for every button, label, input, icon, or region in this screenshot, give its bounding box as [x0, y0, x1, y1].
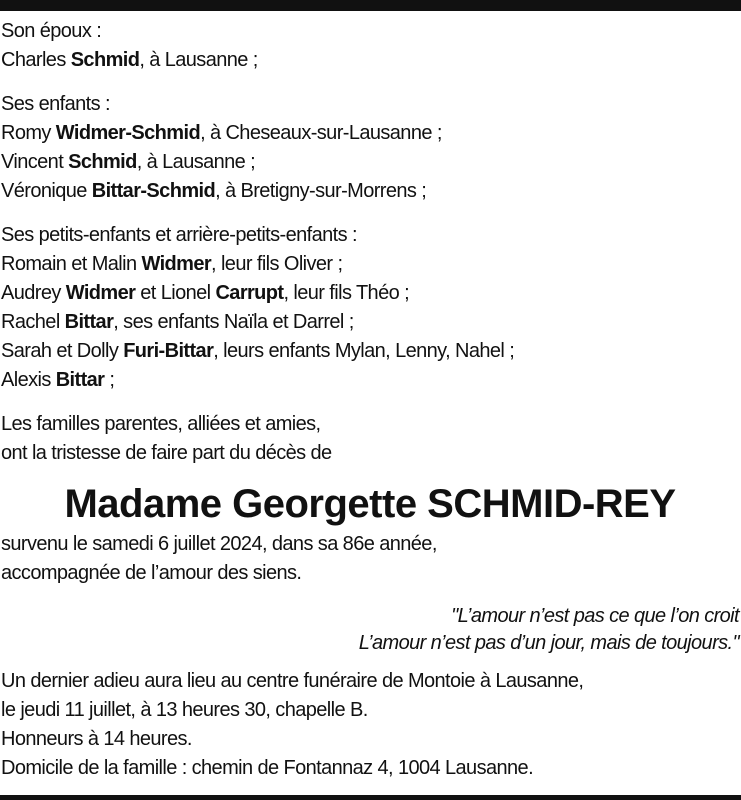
grandchildren-heading: Ses petits-enfants et arrière-petits-enfants :: [1, 224, 357, 246]
families-line-1: Les familles parentes, alliées et amies,: [1, 413, 321, 435]
last-name: Furi-Bittar: [123, 340, 214, 362]
last-name: Schmid: [70, 49, 140, 71]
first-name: Véronique: [1, 180, 92, 202]
death-line-2: accompagnée de l’amour des siens.: [1, 562, 302, 584]
location: , à Cheseaux-sur-Lausanne ;: [200, 122, 442, 144]
grandchild-line: [1, 250, 739, 279]
details: , leur fils Théo ;: [283, 282, 410, 304]
first-name: Romy: [1, 122, 56, 144]
details: , leurs enfants Mylan, Lenny, Nahel ;: [213, 340, 515, 362]
location: , à Lausanne ;: [139, 49, 258, 71]
partner-name: et Lionel: [135, 282, 216, 304]
grandchild-line: [1, 366, 739, 395]
child-line: [1, 119, 739, 148]
obituary-notice: [1, 17, 739, 783]
ceremony-line-4: Domicile de la famille : chemin de Fontannaz 4, 1004 Lausanne.: [1, 757, 534, 779]
first-name: Alexis: [1, 369, 56, 391]
last-name: Widmer: [65, 282, 136, 304]
grandchild-line: [1, 279, 739, 308]
deceased-name: Madame Georgette SCHMID-REY: [64, 482, 676, 526]
spouse-heading: Son époux :: [1, 20, 102, 42]
first-name: Charles: [1, 49, 71, 71]
spouse-line: [1, 46, 739, 75]
bottom-rule: [0, 795, 741, 800]
first-name: Romain et Malin: [1, 253, 142, 275]
details: , leur fils Oliver ;: [211, 253, 343, 275]
location: , à Lausanne ;: [136, 151, 256, 173]
first-name: Rachel: [1, 311, 65, 333]
details: ;: [104, 369, 115, 391]
grandchild-line: [1, 308, 739, 337]
last-name: Schmid: [68, 151, 137, 173]
last-name: Bittar: [55, 369, 105, 391]
quote-line-1: "L’amour n’est pas ce que l’on croit: [451, 605, 739, 627]
quote-line-2: L’amour n’est pas d’un jour, mais de toujours.": [358, 632, 739, 654]
first-name: Sarah et Dolly: [1, 340, 124, 362]
first-name: Vincent: [1, 151, 69, 173]
families-line-2: ont la tristesse de faire part du décès de: [1, 442, 332, 464]
death-line-1: survenu le samedi 6 juillet 2024, dans sa 86e année,: [1, 533, 437, 555]
last-name: Bittar: [64, 311, 114, 333]
grandchild-line: [1, 337, 739, 366]
first-name: Audrey: [1, 282, 66, 304]
last-name: Widmer: [141, 253, 212, 275]
last-name: Widmer-Schmid: [55, 122, 201, 144]
top-rule: [0, 0, 741, 11]
location: , à Bretigny-sur-Morrens ;: [215, 180, 427, 202]
ceremony-line-2: le jeudi 11 juillet, à 13 heures 30, chapelle B.: [1, 699, 368, 721]
children-heading: Ses enfants :: [1, 93, 110, 115]
ceremony-line-3: Honneurs à 14 heures.: [1, 728, 192, 750]
ceremony-line-1: Un dernier adieu aura lieu au centre funéraire de Montoie à Lausanne,: [1, 670, 584, 692]
last-name: Bittar-Schmid: [91, 180, 216, 202]
child-line: [1, 148, 739, 177]
child-line: [1, 177, 739, 206]
partner-last-name: Carrupt: [215, 282, 284, 304]
details: , ses enfants Naïla et Darrel ;: [113, 311, 354, 333]
